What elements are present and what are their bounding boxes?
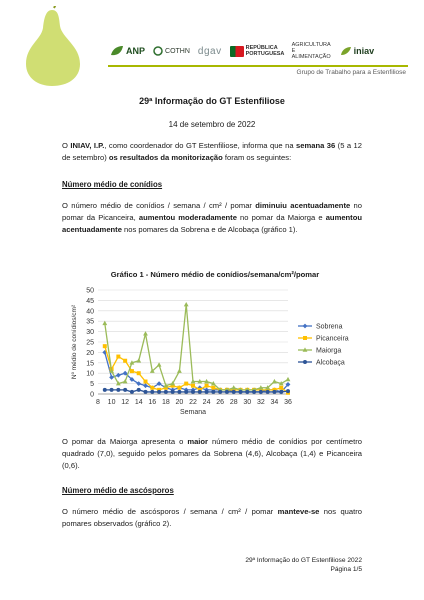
data-point — [110, 388, 114, 392]
data-point — [191, 384, 195, 388]
page-number: Página 1/5 — [330, 566, 362, 573]
series-alcobaça — [103, 360, 345, 394]
data-point — [150, 390, 154, 394]
y-tick-label: 35 — [86, 318, 94, 326]
line-chart — [60, 282, 370, 432]
data-point — [184, 390, 188, 394]
data-point — [116, 355, 120, 359]
data-point — [272, 379, 277, 383]
conidios-paragraph: O número médio de conídios / semana / cm² / pomar diminuiu acentuadamente no pomar da Picanceira, aumentou moderadamente no pomar da Maiorga e aumentou acentuadamente nos pomares da Sobrena e de Alcobaça (gráfico 1). — [62, 201, 362, 234]
y-tick-label: 0 — [90, 391, 94, 399]
y-tick-label: 30 — [86, 329, 94, 337]
data-point — [109, 375, 114, 380]
data-point — [239, 390, 243, 394]
letterhead — [0, 0, 424, 88]
x-tick-label: 22 — [189, 399, 197, 406]
x-tick-label: 32 — [256, 399, 265, 406]
data-point — [136, 358, 141, 362]
iniav-leaf-icon — [340, 46, 352, 56]
x-tick-label: 34 — [270, 399, 279, 406]
x-tick-label: 16 — [148, 399, 157, 406]
ascosporos-paragraph: O número médio de ascósporos / semana / cm² / pomar manteve-se nos quatro pomares observados (gráfico 2). — [62, 507, 362, 528]
data-point — [137, 388, 141, 392]
document-date: 14 de setembro de 2022 — [168, 120, 256, 129]
data-point — [130, 390, 134, 394]
data-point — [245, 390, 249, 394]
x-axis-label: Semana — [179, 409, 207, 416]
x-tick-label: 30 — [243, 399, 252, 406]
data-point — [123, 359, 127, 363]
x-tick-label: 24 — [202, 399, 211, 406]
data-point — [205, 390, 209, 394]
cothn-icon — [153, 46, 163, 56]
section-heading-conidios: Número médio de conídios — [62, 180, 163, 189]
result-paragraph: O pomar da Maiorga apresenta o maior número médio de conídios por centímetro quadrado (7,0), seguido pelos pomares da Sobrena (4,6), Alcobaça (1,4) e Picanceira (0,6). — [62, 437, 362, 470]
x-tick-label: 10 — [107, 399, 116, 406]
x-tick-label: 28 — [229, 399, 238, 406]
data-point — [171, 390, 175, 394]
y-tick-label: 40 — [86, 308, 94, 316]
series-maiorga — [102, 302, 341, 392]
data-point — [116, 388, 120, 392]
data-point — [143, 383, 148, 388]
series-picanceira — [103, 336, 349, 395]
data-point — [103, 344, 107, 348]
x-tick-label: 8 — [96, 399, 100, 406]
data-point — [303, 324, 308, 329]
y-tick-label: 25 — [86, 339, 94, 347]
data-point — [103, 388, 107, 392]
working-group-subtitle: Grupo de Trabalho para a Estenfiliose — [296, 69, 406, 76]
legend-label: Picanceira — [316, 335, 349, 343]
data-point — [303, 336, 307, 340]
anp-logo: ANP — [110, 45, 145, 57]
data-point — [123, 379, 128, 383]
x-tick-label: 20 — [175, 399, 184, 406]
legend-label: Sobrena — [316, 323, 343, 331]
data-point — [205, 384, 209, 388]
y-tick-label: 10 — [86, 370, 94, 378]
dgav-logo: dgav — [197, 45, 222, 57]
data-point — [225, 390, 229, 394]
chart-title: Gráfico 1 - Número médio de conídios/semana/cm²/pomar — [110, 270, 320, 279]
data-point — [137, 371, 141, 375]
data-point — [303, 360, 307, 364]
x-tick-label: 26 — [216, 399, 225, 406]
data-point — [144, 390, 148, 394]
data-point — [286, 377, 291, 381]
pear-icon — [16, 6, 86, 86]
data-point — [157, 390, 161, 394]
data-point — [123, 388, 127, 392]
chart-1 — [60, 270, 370, 430]
series-line — [105, 305, 288, 390]
footer-doc-title: 29ª Informação do GT Estenfiliose 2022 — [245, 557, 362, 564]
section-heading-ascosporos: Número médio de ascósporos — [62, 486, 174, 495]
legend-label: Maiorga — [316, 347, 342, 355]
republica-portuguesa-logo: REPÚBLICA PORTUGUESA AGRICULTURA E ALIMENTAÇÃO — [230, 42, 332, 60]
x-tick-label: 36 — [284, 399, 292, 406]
data-point — [164, 390, 168, 394]
y-axis-label: Nº médio de conídios/cm² — [71, 304, 78, 380]
y-tick-label: 45 — [86, 297, 94, 305]
leaf-icon — [110, 45, 124, 57]
data-point — [198, 390, 202, 394]
data-point — [279, 386, 283, 390]
data-point — [259, 390, 263, 394]
data-point — [286, 389, 290, 393]
y-tick-label: 50 — [86, 287, 94, 295]
x-tick-label: 14 — [134, 399, 143, 406]
data-point — [252, 390, 256, 394]
intro-paragraph: O INIAV, I.P., como coordenador do GT Estenfiliose, informa que na semana 36 (5 a 12 de setembro) os resultados da monitorização foram os seguintes: — [62, 141, 362, 162]
data-point — [272, 390, 276, 394]
page-footer — [245, 556, 362, 574]
data-point — [211, 390, 215, 394]
document-title: 29ª Informação do GT Estenfiliose — [139, 96, 285, 106]
header-divider — [108, 65, 408, 67]
data-point — [231, 385, 236, 389]
x-tick-label: 12 — [121, 399, 130, 406]
data-point — [177, 386, 181, 390]
data-point — [266, 390, 270, 394]
data-point — [116, 373, 121, 378]
data-point — [184, 302, 189, 306]
legend-label: Alcobaça — [316, 359, 345, 367]
data-point — [279, 390, 283, 394]
data-point — [218, 390, 222, 394]
cothn-logo: COTHN — [153, 46, 190, 56]
portugal-flag-icon — [230, 46, 244, 57]
y-tick-label: 15 — [86, 360, 94, 368]
data-point — [211, 386, 215, 390]
data-point — [184, 382, 188, 386]
iniav-logo: iniav — [340, 46, 375, 56]
y-tick-label: 5 — [90, 381, 94, 389]
data-point — [144, 380, 148, 384]
data-point — [191, 390, 195, 394]
data-point — [150, 386, 154, 390]
data-point — [232, 390, 236, 394]
data-point — [177, 369, 182, 373]
x-tick-label: 18 — [161, 399, 170, 406]
data-point — [130, 369, 134, 373]
y-tick-label: 20 — [86, 349, 94, 357]
data-point — [177, 390, 181, 394]
